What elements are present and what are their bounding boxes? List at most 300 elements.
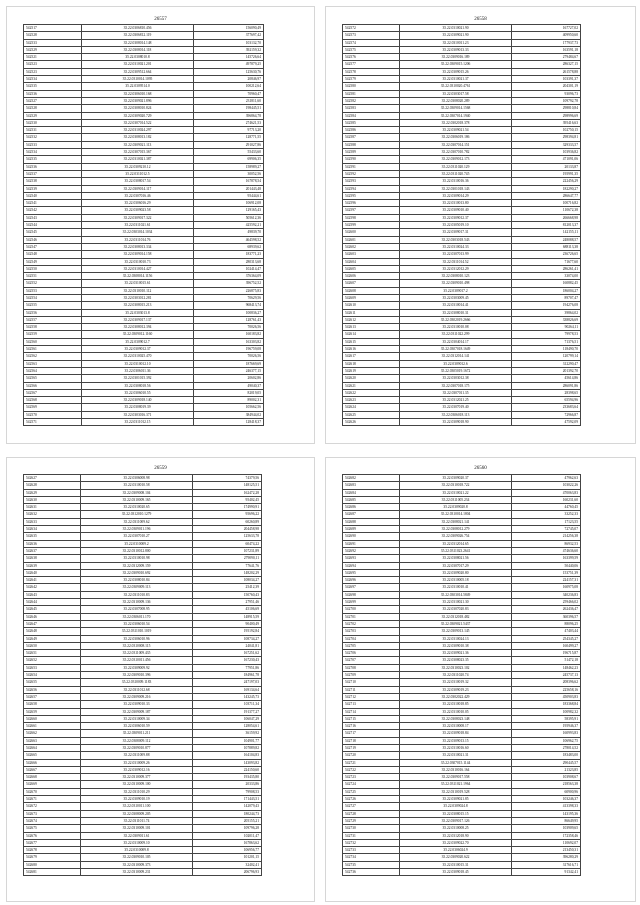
amount-cell: 196715,87 bbox=[511, 650, 580, 657]
amount-cell: 145726,64 bbox=[194, 54, 264, 61]
table-row bbox=[343, 504, 581, 511]
row-id-cell: 542550 bbox=[24, 265, 82, 272]
row-id-cell: 542604 bbox=[343, 258, 400, 265]
row-id-cell: 542533 bbox=[24, 141, 82, 148]
amount-cell: 58395,91 bbox=[511, 715, 580, 722]
amount-cell: 79908,53 bbox=[192, 788, 261, 795]
coordinate-cell: 35.22.0312009.159 bbox=[81, 562, 193, 569]
coordinate-cell: 35.22.0311012.68 bbox=[81, 686, 193, 693]
amount-cell: 317616,71 bbox=[511, 861, 580, 868]
amount-cell: 128771,55 bbox=[194, 134, 264, 141]
table-row bbox=[343, 708, 581, 715]
row-id-cell: 542529 bbox=[24, 46, 82, 53]
amount-cell: 103936,82 bbox=[511, 149, 580, 156]
row-id-cell: 542563 bbox=[24, 360, 82, 367]
row-id-cell: 542721 bbox=[343, 759, 400, 766]
coordinate-cell: 35.22.0310019.32 bbox=[400, 679, 512, 686]
row-id-cell: 542532 bbox=[24, 134, 82, 141]
row-id-cell: 542630 bbox=[24, 496, 81, 503]
amount-cell: 286647,77 bbox=[511, 192, 580, 199]
row-id-cell: 542647 bbox=[24, 620, 81, 627]
row-id-cell: 542656 bbox=[24, 686, 81, 693]
row-id-cell: 542663 bbox=[24, 737, 81, 744]
amount-cell: 28398,65 bbox=[511, 389, 580, 396]
amount-cell: 103132,70 bbox=[194, 39, 264, 46]
table-row bbox=[24, 265, 264, 272]
coordinate-cell: 35.22.0308010.84 bbox=[81, 577, 193, 584]
table-row bbox=[24, 309, 264, 316]
amount-cell: 110692,07 bbox=[511, 839, 580, 846]
table-row bbox=[343, 236, 581, 243]
coordinate-cell: 35.22.0310011.456 bbox=[81, 657, 193, 664]
amount-cell: 72966,87 bbox=[511, 411, 580, 418]
amount-cell: 103711,34 bbox=[192, 701, 261, 708]
table-row bbox=[343, 701, 581, 708]
amount-cell: 247197,03 bbox=[192, 679, 261, 686]
table-row bbox=[24, 39, 264, 46]
coordinate-cell: 35.22.0306010.54 bbox=[81, 620, 193, 627]
amount-cell: 30052,56 bbox=[194, 170, 264, 177]
row-id-cell: 542547 bbox=[24, 243, 82, 250]
table-row bbox=[24, 803, 262, 810]
coordinate-cell: 35.22.0312014.141 bbox=[400, 353, 512, 360]
row-id-cell: 542678 bbox=[24, 847, 81, 854]
table-row bbox=[24, 200, 264, 207]
amount-cell: 69906,35 bbox=[194, 156, 264, 163]
row-id-cell: 542631 bbox=[24, 504, 81, 511]
row-id-cell: 542650 bbox=[24, 642, 81, 649]
row-id-cell: 542600 bbox=[343, 229, 400, 236]
coordinate-cell: 35.22.0306008.98 bbox=[81, 475, 193, 482]
row-id-cell: 542710 bbox=[343, 679, 400, 686]
row-id-cell: 542573 bbox=[343, 32, 400, 39]
coordinate-cell: 35.22.0311023.2641 bbox=[400, 547, 512, 554]
sheet-title: 26557 bbox=[154, 17, 167, 22]
table-row bbox=[24, 83, 264, 90]
row-id-cell: 542723 bbox=[343, 774, 400, 781]
row-id-cell: 542539 bbox=[24, 185, 82, 192]
table-row bbox=[24, 229, 264, 236]
amount-cell: 102011,47 bbox=[192, 832, 261, 839]
amount-cell: 329333,57 bbox=[511, 141, 580, 148]
coordinate-cell: 35.22.0305019.10 bbox=[400, 222, 512, 229]
coordinate-cell: 35.22.0306011.170 bbox=[81, 613, 193, 620]
coordinate-cell: 35.22.0310009.1183 bbox=[81, 679, 193, 686]
row-id-cell: 542629 bbox=[24, 489, 81, 496]
row-id-cell: 542622 bbox=[343, 389, 400, 396]
row-id-cell: 542643 bbox=[24, 591, 81, 598]
amount-cell: 172358,46 bbox=[511, 832, 580, 839]
amount-cell: 100982,32 bbox=[511, 708, 580, 715]
coordinate-cell: 35.22.0309012.37 bbox=[81, 346, 194, 353]
table-row bbox=[24, 90, 264, 97]
amount-cell: 95402,45 bbox=[192, 496, 261, 503]
amount-cell: 290445,57 bbox=[511, 759, 580, 766]
amount-cell: 163399,59 bbox=[511, 555, 580, 562]
amount-cell: 101201,15 bbox=[192, 854, 261, 861]
amount-cell: 413398,33 bbox=[511, 803, 580, 810]
row-id-cell: 542618 bbox=[343, 360, 400, 367]
amount-cell: 100212,64 bbox=[194, 83, 264, 90]
amount-cell: 106912,08 bbox=[194, 200, 264, 207]
amount-cell: 233683,64 bbox=[511, 404, 580, 411]
row-id-cell: 542720 bbox=[343, 752, 400, 759]
coordinate-cell: 35.22.0307017.29 bbox=[400, 562, 512, 569]
coordinate-cell: 35.22.0309017.126 bbox=[400, 817, 512, 824]
table-row bbox=[24, 496, 262, 503]
table-row bbox=[24, 324, 264, 331]
row-id-cell: 542694 bbox=[343, 562, 400, 569]
amount-cell: 167230,43 bbox=[192, 657, 261, 664]
table-row bbox=[343, 200, 581, 207]
table-row bbox=[24, 178, 264, 185]
row-id-cell: 542588 bbox=[343, 141, 400, 148]
table-row bbox=[24, 817, 262, 824]
row-id-cell: 542633 bbox=[24, 518, 81, 525]
amount-cell: 279090,11 bbox=[192, 555, 261, 562]
row-id-cell: 542535 bbox=[24, 83, 82, 90]
coordinate-cell: 35.22.0311022.299 bbox=[400, 331, 512, 338]
coordinate-cell: 35.22.0309016.189 bbox=[400, 54, 512, 61]
coordinate-cell: 35.22.0309014.117 bbox=[81, 185, 194, 192]
amount-cell: 392159,32 bbox=[194, 46, 264, 53]
table-row bbox=[343, 540, 581, 547]
amount-cell: 77641,76 bbox=[192, 562, 261, 569]
row-id-cell: 542552 bbox=[24, 280, 82, 287]
row-id-cell: 542553 bbox=[24, 287, 82, 294]
row-id-cell: 542598 bbox=[343, 214, 400, 221]
row-id-cell: 542700 bbox=[343, 606, 400, 613]
coordinate-cell: 35.22.0307019.40 bbox=[400, 404, 512, 411]
coordinate-cell: 35.22.0307013.99 bbox=[400, 251, 512, 258]
row-id-cell: 542703 bbox=[343, 628, 400, 635]
amount-cell: 21323,85 bbox=[511, 766, 580, 773]
row-id-cell: 542574 bbox=[343, 39, 400, 46]
table-row bbox=[24, 854, 262, 861]
table-row bbox=[343, 686, 581, 693]
coordinate-cell: 35.22.0310012.10 bbox=[81, 360, 194, 367]
table-row bbox=[343, 599, 581, 606]
coordinate-cell: 35.22.0306010.168 bbox=[81, 90, 194, 97]
row-id-cell: 542671 bbox=[24, 796, 81, 803]
row-id-cell: 542627 bbox=[24, 475, 81, 482]
amount-cell: 167878,54 bbox=[194, 178, 264, 185]
row-id-cell: 542546 bbox=[24, 236, 82, 243]
table-row bbox=[24, 61, 264, 68]
table-row bbox=[343, 555, 581, 562]
amount-cell: 90264,11 bbox=[511, 324, 580, 331]
coordinate-cell: 35.22.0311014.76 bbox=[81, 236, 194, 243]
coordinate-cell: 35.22.0310021.22 bbox=[400, 489, 512, 496]
amount-cell: 128761,43 bbox=[194, 316, 264, 323]
amount-cell: 384944,02 bbox=[194, 411, 264, 418]
table-row bbox=[343, 759, 581, 766]
amount-cell: 162472,28 bbox=[192, 489, 261, 496]
coordinate-cell: 35.22.0306810.456 bbox=[81, 25, 194, 32]
coordinate-cell: 35.22.0309008.104 bbox=[81, 489, 193, 496]
table-row bbox=[343, 258, 581, 265]
row-id-cell: 542669 bbox=[24, 781, 81, 788]
row-id-cell: 542523 bbox=[24, 68, 82, 75]
table-row bbox=[343, 803, 581, 810]
amount-cell: 20133,87 bbox=[511, 163, 580, 170]
table-row bbox=[24, 346, 264, 353]
row-id-cell: 542680 bbox=[24, 861, 81, 868]
row-id-cell: 542640 bbox=[24, 569, 81, 576]
coordinate-cell: 35.22.0311012.15 bbox=[81, 419, 194, 426]
table-row bbox=[343, 112, 581, 119]
row-id-cell: 542651 bbox=[24, 650, 81, 657]
row-id-cell: 542556 bbox=[24, 309, 82, 316]
row-id-cell: 542714 bbox=[343, 708, 400, 715]
row-id-cell: 542609 bbox=[343, 294, 400, 301]
coordinate-cell: 35.22.0312021.25 bbox=[400, 397, 512, 404]
coordinate-cell: 35.22.0309009.216 bbox=[81, 693, 193, 700]
table-row bbox=[24, 404, 264, 411]
row-id-cell: 542701 bbox=[343, 613, 400, 620]
coordinate-cell: 35.22.0303016.371 bbox=[81, 411, 194, 418]
table-row bbox=[343, 584, 581, 591]
row-id-cell: 542543 bbox=[24, 214, 82, 221]
table-row bbox=[343, 839, 581, 846]
row-id-cell: 542615 bbox=[343, 338, 400, 345]
sheet-title: 26558 bbox=[474, 17, 487, 22]
row-id-cell: 542628 bbox=[24, 482, 81, 489]
coordinate-cell: 35.22.0309021.113 bbox=[81, 141, 194, 148]
coordinate-cell: 35.22.0310010.73 bbox=[81, 258, 194, 265]
row-id-cell: 542606 bbox=[343, 273, 400, 280]
table-row bbox=[24, 686, 262, 693]
table-row bbox=[343, 774, 581, 781]
coordinate-cell: 35.22.0303012.38 bbox=[400, 375, 512, 382]
coordinate-cell: 35.22.0308014.118 bbox=[81, 46, 194, 53]
table-row bbox=[24, 360, 264, 367]
coordinate-cell: 35.22.0310024.33 bbox=[400, 243, 512, 250]
row-id-cell: 542560 bbox=[24, 338, 82, 345]
row-id-cell: 542592 bbox=[343, 170, 400, 177]
coordinate-cell: 35.22.0310021.37 bbox=[400, 76, 512, 83]
amount-cell: 338826,69 bbox=[511, 316, 580, 323]
row-id-cell: 542734 bbox=[343, 854, 400, 861]
coordinate-cell: 35.22.0312018.90 bbox=[400, 832, 512, 839]
row-id-cell: 542623 bbox=[343, 397, 400, 404]
coordinate-cell: 35.22.0309010.105 bbox=[81, 854, 193, 861]
coordinate-cell: 35.22.0306010.96 bbox=[81, 635, 193, 642]
table-row bbox=[343, 606, 581, 613]
amount-cell: 195946,37 bbox=[511, 723, 580, 730]
amount-cell: 177937,73 bbox=[511, 39, 580, 46]
coordinate-cell: 35.22.0307014.522 bbox=[81, 119, 194, 126]
table-row bbox=[24, 737, 262, 744]
row-id-cell: 542602 bbox=[343, 243, 400, 250]
coordinate-cell: 35.22.0308015.213 bbox=[81, 302, 194, 309]
amount-cell: 103391,37 bbox=[511, 76, 580, 83]
table-row bbox=[24, 251, 264, 258]
row-id-cell: 542521 bbox=[24, 54, 82, 61]
table-row bbox=[343, 547, 581, 554]
row-id-cell: 542616 bbox=[343, 346, 400, 353]
row-id-cell: 542716 bbox=[343, 723, 400, 730]
amount-cell: 274621,53 bbox=[194, 119, 264, 126]
row-id-cell: 542697 bbox=[343, 584, 400, 591]
coordinate-cell: 35.22.0309012.37 bbox=[400, 214, 512, 221]
coordinate-cell: 35.22.0311010.1019 bbox=[81, 628, 193, 635]
row-id-cell: 542581 bbox=[343, 90, 400, 97]
row-id-cell: 542665 bbox=[24, 752, 81, 759]
amount-cell: 44760,45 bbox=[511, 504, 580, 511]
coordinate-cell: 35.22.0309011.61 bbox=[81, 832, 193, 839]
coordinate-cell: 35.22.0308014.148 bbox=[81, 39, 194, 46]
row-id-cell: 542583 bbox=[343, 105, 400, 112]
coordinate-cell: 35.22.0310009.8 bbox=[81, 847, 193, 854]
table-row bbox=[343, 97, 581, 104]
amount-cell: 160975,08 bbox=[511, 584, 580, 591]
table-row bbox=[24, 533, 262, 540]
amount-cell: 298996,69 bbox=[511, 112, 580, 119]
coordinate-cell: 35.22.0309010.33 bbox=[81, 701, 193, 708]
coordinate-cell: 35.22.0309020.37 bbox=[400, 475, 512, 482]
table-row bbox=[24, 810, 262, 817]
coordinate-cell: 35.22.0308021.56 bbox=[400, 555, 512, 562]
coordinate-cell: 35.22.0309012.173 bbox=[400, 156, 512, 163]
coordinate-cell: 35.22.0308023.35 bbox=[400, 657, 512, 664]
table-row bbox=[343, 273, 581, 280]
coordinate-cell: 35.22.0307018.1649 bbox=[400, 346, 512, 353]
amount-cell: 27951,46 bbox=[192, 599, 261, 606]
table-row bbox=[24, 489, 262, 496]
table-row bbox=[24, 141, 264, 148]
table-row bbox=[24, 302, 264, 309]
coordinate-cell: 35.22.0310015.61 bbox=[81, 280, 194, 287]
table-row bbox=[343, 90, 581, 97]
table-row bbox=[24, 236, 264, 243]
table-row bbox=[343, 419, 581, 426]
row-id-cell: 542724 bbox=[343, 781, 400, 788]
row-id-cell: 542528 bbox=[24, 32, 82, 39]
coordinate-cell: 35.22.0309021.5437 bbox=[400, 620, 512, 627]
table-row bbox=[24, 389, 264, 396]
amount-cell: 183483,00 bbox=[511, 752, 580, 759]
table-row bbox=[24, 744, 262, 751]
amount-cell: 204458,98 bbox=[192, 526, 261, 533]
row-id-cell: 542638 bbox=[24, 555, 81, 562]
amount-cell: 128418,37 bbox=[194, 419, 264, 426]
amount-cell: 142155,11 bbox=[511, 229, 580, 236]
table-row bbox=[343, 482, 581, 489]
coordinate-cell: 35.22.0309018.45 bbox=[400, 869, 512, 876]
amount-cell: 470063,83 bbox=[511, 489, 580, 496]
table-row bbox=[343, 577, 581, 584]
amount-cell: 187669,69 bbox=[194, 360, 264, 367]
row-id-cell: 542607 bbox=[343, 280, 400, 287]
table-row bbox=[343, 511, 581, 518]
amount-cell: 148915,59 bbox=[192, 613, 261, 620]
coordinate-cell: 35.22.0307014.151 bbox=[400, 141, 512, 148]
amount-cell: 298810,84 bbox=[511, 105, 580, 112]
coordinate-cell: 35.22.0310009.34 bbox=[81, 715, 193, 722]
amount-cell: 71677,60 bbox=[511, 258, 580, 265]
row-id-cell: 542608 bbox=[343, 287, 400, 294]
amount-cell: 174990,91 bbox=[192, 504, 261, 511]
coordinate-cell: 35.22.0309024.8 bbox=[400, 803, 512, 810]
table-row bbox=[24, 185, 264, 192]
row-id-cell: 542536 bbox=[24, 163, 82, 170]
table-row bbox=[24, 672, 262, 679]
coordinate-cell: 35.22.0306812.119 bbox=[81, 32, 194, 39]
table-row bbox=[24, 774, 262, 781]
table-row bbox=[343, 832, 581, 839]
row-id-cell: 542662 bbox=[24, 730, 81, 737]
coordinate-cell: 35.22.0308013.334 bbox=[81, 243, 194, 250]
table-row bbox=[343, 781, 581, 788]
row-id-cell: 542708 bbox=[343, 664, 400, 671]
amount-cell: 246377,15 bbox=[194, 367, 264, 374]
coordinate-cell: 35.22.0310008.17 bbox=[400, 723, 512, 730]
row-id-cell: 542621 bbox=[343, 382, 400, 389]
amount-cell: 226875,83 bbox=[194, 287, 264, 294]
coordinate-cell: 35.22.0309012.7 bbox=[81, 338, 194, 345]
coordinate-cell: 35.22.0310009.373 bbox=[81, 861, 193, 868]
coordinate-cell: 35.22.0310014.1095 bbox=[81, 76, 194, 83]
coordinate-cell: 35.22.0311011.74 bbox=[81, 817, 193, 824]
coordinate-cell: 35.22.0308010.824 bbox=[81, 105, 194, 112]
amount-cell: 25412,39 bbox=[192, 584, 261, 591]
table-row bbox=[24, 518, 262, 525]
amount-cell: 70629,56 bbox=[194, 294, 264, 301]
table-row bbox=[343, 134, 581, 141]
amount-cell: 425592,21 bbox=[194, 222, 264, 229]
row-id-cell: 542637 bbox=[24, 547, 81, 554]
row-id-cell: 542536 bbox=[24, 90, 82, 97]
row-id-cell: 542679 bbox=[24, 854, 81, 861]
coordinate-cell: 35.22.0307016.46 bbox=[81, 192, 194, 199]
amount-cell: 224157,31 bbox=[511, 577, 580, 584]
table-row bbox=[343, 68, 581, 75]
amount-cell: 103022,26 bbox=[511, 482, 580, 489]
table-row bbox=[24, 730, 262, 737]
row-id-cell: 542712 bbox=[343, 693, 400, 700]
amount-cell: 213450,31 bbox=[511, 847, 580, 854]
table-row bbox=[24, 382, 264, 389]
table-row bbox=[24, 839, 262, 846]
table-row bbox=[24, 214, 264, 221]
table-row bbox=[343, 32, 581, 39]
amount-cell: 180244,73 bbox=[192, 810, 261, 817]
coordinate-cell: 35.22.0308021.141 bbox=[400, 518, 512, 525]
amount-cell: 105662,56 bbox=[194, 404, 264, 411]
table-row bbox=[24, 693, 262, 700]
coordinate-cell: 35.22.0307011.35 bbox=[400, 389, 512, 396]
row-id-cell: 542517 bbox=[24, 25, 82, 32]
row-id-cell: 542695 bbox=[343, 569, 400, 576]
amount-cell: 201443,48 bbox=[194, 185, 264, 192]
row-id-cell: 542568 bbox=[24, 397, 82, 404]
row-id-cell: 542672 bbox=[24, 803, 81, 810]
amount-cell: 103908,67 bbox=[511, 774, 580, 781]
amount-cell: 50440,06 bbox=[511, 562, 580, 569]
table-row bbox=[343, 672, 581, 679]
coordinate-cell: 35.22.0310020.65 bbox=[81, 504, 193, 511]
coordinate-cell: 35.22.0311020.745 bbox=[400, 170, 512, 177]
coordinate-cell: 35.22.0310012.800 bbox=[81, 547, 193, 554]
table-row bbox=[24, 280, 264, 287]
amount-cell: 812013,37 bbox=[511, 222, 580, 229]
coordinate-cell: 35.22.0309018.90 bbox=[400, 419, 512, 426]
amount-cell: 254345,27 bbox=[511, 635, 580, 642]
row-id-cell: 542541 bbox=[24, 200, 82, 207]
table-row bbox=[24, 163, 264, 170]
amount-cell: 206796,93 bbox=[192, 869, 261, 876]
